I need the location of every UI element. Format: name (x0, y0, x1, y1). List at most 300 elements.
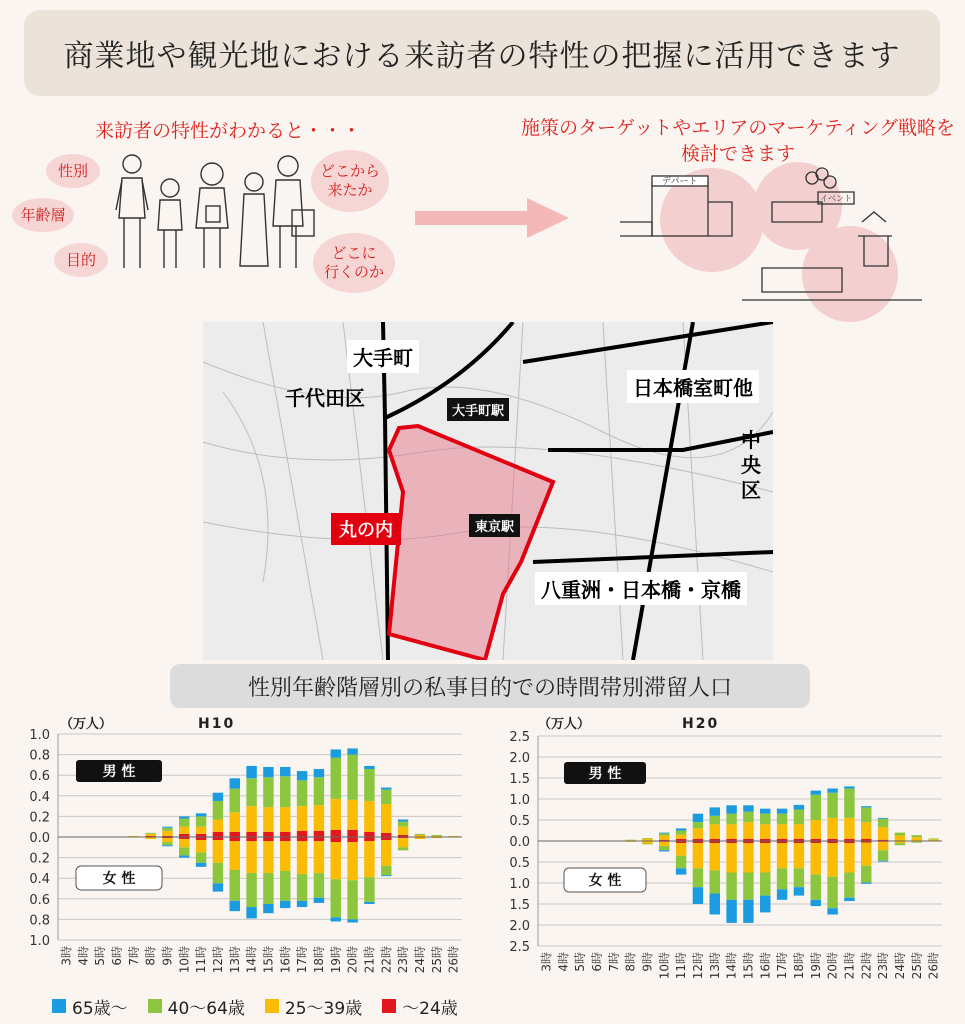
bar-female-16-s0 (811, 900, 821, 906)
bar-female-22-s1 (912, 842, 922, 843)
bar-male-13-s1 (760, 814, 770, 825)
bar-male-17-s0 (827, 789, 837, 793)
bar-male-7-s1 (659, 833, 669, 835)
bar-female-8-s2 (676, 843, 686, 856)
x-tick-label: 16時 (758, 952, 773, 980)
y-tick-label: 1.0 (509, 793, 530, 808)
legend-swatch-40 (148, 999, 162, 1013)
map-label-tokyo-station: 東京駅 (469, 514, 520, 537)
bar-female-13-s0 (760, 896, 770, 913)
bar-female-10-s0 (710, 894, 720, 915)
bar-male-6-s0 (162, 827, 172, 828)
legend-swatch-25 (265, 999, 279, 1013)
bar-female-6-s2 (642, 841, 652, 843)
chart-unit: （万人） (538, 717, 591, 732)
x-tick-label: 12時 (210, 946, 225, 974)
bar-male-16-s3 (331, 830, 341, 837)
y-tick-label: 0.5 (509, 856, 530, 871)
bar-female-11-s3 (246, 837, 256, 841)
bar-female-14-s0 (777, 889, 787, 900)
x-tick-label: 7時 (606, 952, 621, 972)
x-tick-label: 4時 (76, 946, 91, 966)
bar-male-23-s1 (928, 838, 938, 839)
bar-male-14-s1 (777, 814, 787, 825)
legend-swatch-24 (382, 999, 396, 1013)
bar-male-11-s2 (726, 824, 736, 839)
y-tick-label: 0.2 (29, 810, 50, 826)
y-tick-label: 1.0 (509, 877, 530, 892)
bar-female-19-s1 (861, 866, 871, 883)
bar-female-8-s0 (196, 863, 206, 867)
bar-male-17-s1 (827, 793, 837, 818)
bar-male-19-s1 (861, 807, 871, 822)
bar-female-10-s1 (230, 870, 240, 901)
bar-female-18-s3 (364, 837, 374, 841)
bubble-gender: 性別 (46, 154, 100, 188)
map-label-marunouchi: 丸の内 (331, 513, 401, 545)
bar-female-16-s2 (331, 842, 341, 879)
bar-female-8-s1 (196, 852, 206, 862)
bar-female-9-s1 (693, 868, 703, 887)
x-tick-label: 14時 (244, 946, 259, 974)
female-label: 女 性 (102, 871, 136, 887)
bar-female-18-s0 (844, 898, 854, 901)
bar-male-16-s1 (331, 758, 341, 799)
bar-male-16-s1 (811, 795, 821, 820)
map-label-otemachi-station: 大手町駅 (447, 398, 509, 421)
bar-male-10-s0 (710, 807, 720, 815)
bar-male-16-s0 (811, 791, 821, 795)
bar-female-17-s1 (347, 880, 357, 919)
y-tick-label: 1.5 (509, 772, 530, 787)
bar-female-9-s0 (693, 887, 703, 904)
bar-female-16-s0 (331, 917, 341, 921)
bar-female-16-s3 (331, 837, 341, 842)
y-tick-label: 0.8 (29, 913, 50, 929)
bar-male-10-s3 (230, 832, 240, 837)
y-tick-label: 0.4 (29, 789, 50, 805)
bar-male-18-s0 (364, 766, 374, 769)
bar-male-12-s1 (743, 812, 753, 823)
bubble-purpose: 目的 (54, 243, 108, 277)
x-tick-label: 6時 (589, 952, 604, 972)
legend-label-25: 25～39歳 (284, 998, 363, 1019)
bar-male-20-s1 (398, 822, 408, 827)
map-label-yaesu: 八重洲・日本橋・京橋 (535, 572, 747, 605)
x-tick-label: 18時 (311, 946, 326, 974)
bar-male-14-s0 (777, 809, 787, 814)
bar-male-11-s2 (246, 806, 256, 832)
bar-male-18-s1 (364, 769, 374, 801)
bar-male-20-s1 (878, 819, 888, 827)
bar-female-8-s0 (676, 868, 686, 874)
bar-male-8-s0 (676, 828, 686, 830)
x-tick-label: 23時 (876, 952, 891, 980)
bar-female-18-s2 (364, 841, 374, 877)
bar-female-15-s1 (794, 868, 804, 887)
y-tick-label: 0.0 (29, 831, 50, 846)
y-tick-label: 2.0 (509, 919, 530, 934)
bar-male-11-s1 (726, 814, 736, 825)
bar-male-7-s2 (179, 827, 189, 834)
town-illustration (612, 162, 942, 326)
map-label-nihonbashi: 日本橋室町他 (627, 370, 759, 403)
bar-female-10-s2 (710, 843, 720, 870)
chart-title: H20 (682, 716, 720, 732)
map-label-chiyoda: 千代田区 (285, 386, 365, 410)
bar-female-13-s1 (760, 873, 770, 896)
bar-male-6-s2 (162, 831, 172, 836)
bar-female-20-s1 (878, 850, 888, 861)
bar-male-14-s2 (777, 824, 787, 839)
bar-male-6-s1 (642, 838, 652, 839)
bar-male-10-s1 (230, 789, 240, 813)
bar-male-6-s2 (642, 839, 652, 841)
bar-female-20-s0 (878, 861, 888, 862)
bar-female-13-s3 (280, 837, 290, 841)
x-tick-label: 4時 (556, 952, 571, 972)
bar-male-19-s0 (861, 806, 871, 807)
bar-male-18-s1 (844, 789, 854, 818)
bar-male-10-s2 (710, 824, 720, 839)
bar-female-20-s2 (398, 838, 408, 847)
y-tick-label: 2.0 (509, 751, 530, 766)
bar-female-15-s0 (794, 887, 804, 895)
bar-male-17-s0 (347, 748, 357, 754)
bar-male-20-s0 (398, 819, 408, 821)
x-tick-label: 19時 (328, 946, 343, 974)
x-tick-label: 12時 (690, 952, 705, 980)
legend-label-24: ～24歳 (402, 998, 458, 1019)
bar-male-9-s3 (213, 832, 223, 837)
bar-male-14-s1 (297, 780, 307, 806)
bar-female-19-s2 (861, 843, 871, 866)
bar-female-6-s1 (162, 842, 172, 845)
bar-female-16-s2 (811, 843, 821, 875)
bar-male-20-s0 (878, 818, 888, 819)
x-tick-label: 11時 (674, 952, 689, 980)
bar-male-9-s1 (693, 822, 703, 828)
bar-male-21-s2 (895, 836, 905, 841)
bar-male-6-s1 (162, 828, 172, 831)
bar-male-13-s2 (760, 824, 770, 839)
bar-male-8-s2 (196, 827, 206, 834)
y-tick-label: 1.0 (29, 934, 50, 949)
bar-male-9-s1 (213, 801, 223, 820)
bar-male-18-s2 (844, 818, 854, 839)
x-tick-label: 20時 (825, 952, 840, 980)
x-tick-label: 14時 (724, 952, 739, 980)
legend (52, 994, 458, 1018)
bar-female-8-s1 (676, 856, 686, 869)
y-tick-label: 1.0 (29, 728, 50, 743)
bar-male-11-s1 (246, 778, 256, 806)
visitors-illustration (108, 148, 328, 278)
bar-female-17-s3 (347, 837, 357, 842)
bar-male-14-s0 (297, 771, 307, 780)
x-tick-label: 21時 (842, 952, 857, 980)
bar-male-15-s2 (314, 805, 324, 831)
y-tick-label: 0.5 (509, 814, 530, 829)
bar-male-10-s1 (710, 816, 720, 824)
bar-female-7-s1 (659, 846, 669, 850)
bar-male-19-s2 (381, 804, 391, 833)
bar-male-17-s2 (347, 800, 357, 830)
bar-male-9-s2 (213, 819, 223, 831)
bar-male-22-s1 (912, 835, 922, 837)
bar-male-15-s0 (794, 805, 804, 810)
bar-male-22-s1 (432, 835, 442, 836)
bar-male-13-s3 (280, 832, 290, 837)
bar-female-12-s1 (743, 873, 753, 900)
bar-female-9-s1 (213, 863, 223, 884)
map-label-otemachi: 大手町 (347, 340, 419, 373)
bar-female-6-s2 (162, 838, 172, 842)
bar-male-12-s1 (263, 777, 273, 807)
bar-female-19-s0 (861, 883, 871, 884)
arrow-right-icon (415, 196, 569, 244)
y-tick-label: 0.4 (29, 872, 50, 888)
x-tick-label: 24時 (412, 946, 427, 974)
chart-title: H10 (198, 716, 236, 732)
x-tick-label: 8時 (143, 946, 158, 966)
bar-female-17-s2 (827, 843, 837, 877)
bar-male-15-s2 (794, 824, 804, 839)
x-tick-label: 25時 (429, 946, 444, 974)
x-tick-label: 26時 (926, 952, 941, 980)
bar-male-15-s1 (794, 810, 804, 825)
bar-female-13-s1 (280, 871, 290, 901)
bar-male-15-s3 (314, 831, 324, 837)
bar-female-10-s3 (230, 837, 240, 841)
x-tick-label: 22時 (859, 952, 874, 980)
x-tick-label: 15時 (741, 952, 756, 980)
x-tick-label: 3時 (539, 952, 554, 972)
bar-female-8-s2 (196, 840, 206, 852)
bar-male-10-s2 (230, 812, 240, 832)
bar-male-11-s0 (726, 805, 736, 813)
bar-female-13-s2 (280, 841, 290, 871)
bar-male-20-s2 (878, 827, 888, 840)
bar-female-15-s1 (314, 873, 324, 898)
x-tick-label: 21時 (362, 946, 377, 974)
chart-unit: （万人） (60, 717, 113, 732)
bar-male-11-s0 (246, 766, 256, 778)
bar-female-16-s1 (811, 875, 821, 900)
chart-section-title: 性別年齢階層別の私事目的での時間帯別滞留人口 (170, 664, 810, 708)
bar-female-21-s1 (895, 843, 905, 845)
bar-male-11-s3 (246, 832, 256, 837)
area-map (203, 322, 773, 660)
bar-male-8-s2 (676, 835, 686, 839)
bar-female-14-s1 (777, 868, 787, 889)
bar-female-11-s0 (726, 900, 736, 923)
x-tick-label: 9時 (640, 952, 655, 972)
bar-male-15-s0 (314, 769, 324, 777)
bar-female-11-s2 (246, 841, 256, 873)
bar-female-7-s2 (179, 839, 189, 847)
bar-female-18-s1 (364, 877, 374, 902)
y-tick-label: 2.5 (509, 730, 530, 745)
bar-male-9-s0 (693, 814, 703, 822)
bar-female-11-s0 (246, 907, 256, 918)
bar-male-12-s3 (263, 832, 273, 837)
x-tick-label: 17時 (775, 952, 790, 980)
x-tick-label: 22時 (379, 946, 394, 974)
x-tick-label: 9時 (160, 946, 175, 966)
bar-male-7-s1 (179, 818, 189, 826)
bar-male-12-s2 (743, 822, 753, 839)
bar-female-15-s2 (314, 841, 324, 873)
bar-female-7-s2 (659, 842, 669, 846)
bubble-destination: どこに 行くのか (313, 233, 395, 293)
bar-female-10-s1 (710, 870, 720, 893)
bar-male-16-s0 (331, 749, 341, 757)
bar-female-7-s0 (179, 856, 189, 858)
male-label: 男 性 (102, 764, 136, 780)
x-tick-label: 11時 (194, 946, 209, 974)
bar-male-19-s3 (381, 833, 391, 837)
x-tick-label: 6時 (109, 946, 124, 966)
bar-female-12-s0 (263, 904, 273, 913)
bar-male-14-s3 (297, 831, 307, 837)
x-tick-label: 10時 (657, 952, 672, 980)
event-sign: イベント (820, 194, 852, 203)
page-title: 商業地や観光地における来訪者の特性の把握に活用できます (24, 10, 940, 96)
bar-female-18-s2 (844, 843, 854, 872)
legend-label-40: 40～64歳 (167, 998, 245, 1019)
bar-male-19-s0 (381, 788, 391, 790)
x-tick-label: 24時 (892, 952, 907, 980)
bar-female-12-s2 (263, 841, 273, 873)
legend-label-65: 65歳～ (72, 998, 128, 1019)
x-tick-label: 13時 (227, 946, 242, 974)
y-tick-label: 0.6 (29, 769, 50, 785)
x-tick-label: 19時 (808, 952, 823, 980)
bar-male-5-s2 (145, 834, 155, 836)
x-tick-label: 5時 (573, 952, 588, 972)
y-tick-label: 0.8 (29, 748, 50, 764)
bar-male-13-s0 (760, 809, 770, 814)
y-tick-label: 0.0 (509, 835, 530, 850)
bar-female-19-s2 (381, 840, 391, 866)
bar-female-17-s0 (827, 908, 837, 914)
bar-female-12-s0 (743, 900, 753, 923)
bar-female-18-s0 (364, 902, 374, 904)
visitor-caption: 来訪者の特性がわかると・・・ (95, 120, 362, 142)
bar-male-21-s1 (895, 833, 905, 836)
bubble-age: 年齢層 (12, 198, 74, 232)
x-tick-label: 26時 (446, 946, 461, 974)
x-tick-label: 13時 (707, 952, 722, 980)
bar-female-6-s1 (642, 844, 652, 845)
bar-female-10-s0 (230, 901, 240, 911)
bar-male-8-s1 (676, 831, 686, 835)
bar-male-15-s1 (314, 777, 324, 805)
bar-female-18-s1 (844, 873, 854, 898)
bar-male-19-s1 (381, 790, 391, 804)
bar-female-11-s1 (246, 873, 256, 907)
bar-female-14-s0 (297, 901, 307, 907)
bar-male-16-s2 (811, 820, 821, 839)
x-tick-label: 7時 (126, 946, 141, 966)
bar-male-12-s0 (743, 805, 753, 811)
bar-male-13-s0 (280, 767, 290, 776)
bar-male-22-s2 (912, 837, 922, 840)
bar-male-19-s2 (861, 822, 871, 839)
y-tick-label: 0.6 (29, 892, 50, 908)
bar-male-5-s1 (145, 833, 155, 834)
bar-male-12-s2 (263, 807, 273, 832)
dept-sign: デパート (662, 177, 698, 187)
bar-female-20-s1 (398, 847, 408, 850)
bubble-origin: どこから 来たか (311, 150, 389, 212)
bar-male-7-s2 (659, 836, 669, 840)
bar-female-19-s1 (381, 866, 391, 875)
bar-male-13-s1 (280, 776, 290, 807)
female-label: 女 性 (588, 873, 622, 889)
bar-male-8-s1 (196, 816, 206, 826)
bar-female-12-s3 (263, 837, 273, 841)
bar-female-6-s0 (162, 845, 172, 846)
bar-female-9-s2 (693, 843, 703, 868)
chart-h10 (0, 712, 480, 994)
bar-female-15-s2 (794, 843, 804, 868)
bar-female-17-s2 (347, 842, 357, 880)
bar-female-13-s0 (280, 901, 290, 908)
y-tick-label: 1.5 (509, 898, 530, 913)
bar-male-8-s0 (196, 813, 206, 816)
male-label: 男 性 (588, 766, 622, 782)
bar-female-17-s0 (347, 919, 357, 922)
bar-male-17-s1 (347, 755, 357, 800)
bar-male-18-s3 (364, 832, 374, 837)
bar-female-12-s2 (743, 843, 753, 872)
bar-female-14-s2 (297, 841, 307, 874)
bar-male-17-s3 (347, 830, 357, 837)
bar-male-21-s1 (415, 834, 425, 835)
bar-male-7-s0 (179, 816, 189, 818)
x-tick-label: 17時 (295, 946, 310, 974)
bar-female-7-s1 (179, 847, 189, 855)
bar-female-13-s2 (760, 843, 770, 872)
bar-female-14-s1 (297, 874, 307, 901)
bar-male-18-s2 (364, 801, 374, 832)
y-tick-label: 2.5 (509, 940, 530, 955)
bar-male-7-s0 (659, 833, 669, 834)
legend-swatch-65 (52, 999, 66, 1013)
bar-male-14-s2 (297, 806, 307, 831)
bar-female-10-s2 (230, 841, 240, 870)
x-tick-label: 5時 (93, 946, 108, 966)
bar-female-12-s1 (263, 873, 273, 904)
bar-female-9-s0 (213, 883, 223, 891)
bar-male-9-s0 (213, 793, 223, 801)
x-tick-label: 23時 (396, 946, 411, 974)
y-tick-label: 0.2 (29, 851, 50, 867)
x-tick-label: 16時 (278, 946, 293, 974)
bar-female-15-s3 (314, 837, 324, 841)
bar-female-19-s0 (381, 875, 391, 876)
x-tick-label: 10時 (177, 946, 192, 974)
chart-h20 (486, 712, 965, 994)
bar-female-11-s1 (726, 873, 736, 900)
bar-female-14-s3 (297, 837, 307, 841)
bar-male-12-s0 (263, 767, 273, 777)
x-tick-label: 20時 (345, 946, 360, 974)
x-tick-label: 8時 (623, 952, 638, 972)
x-tick-label: 25時 (909, 952, 924, 980)
